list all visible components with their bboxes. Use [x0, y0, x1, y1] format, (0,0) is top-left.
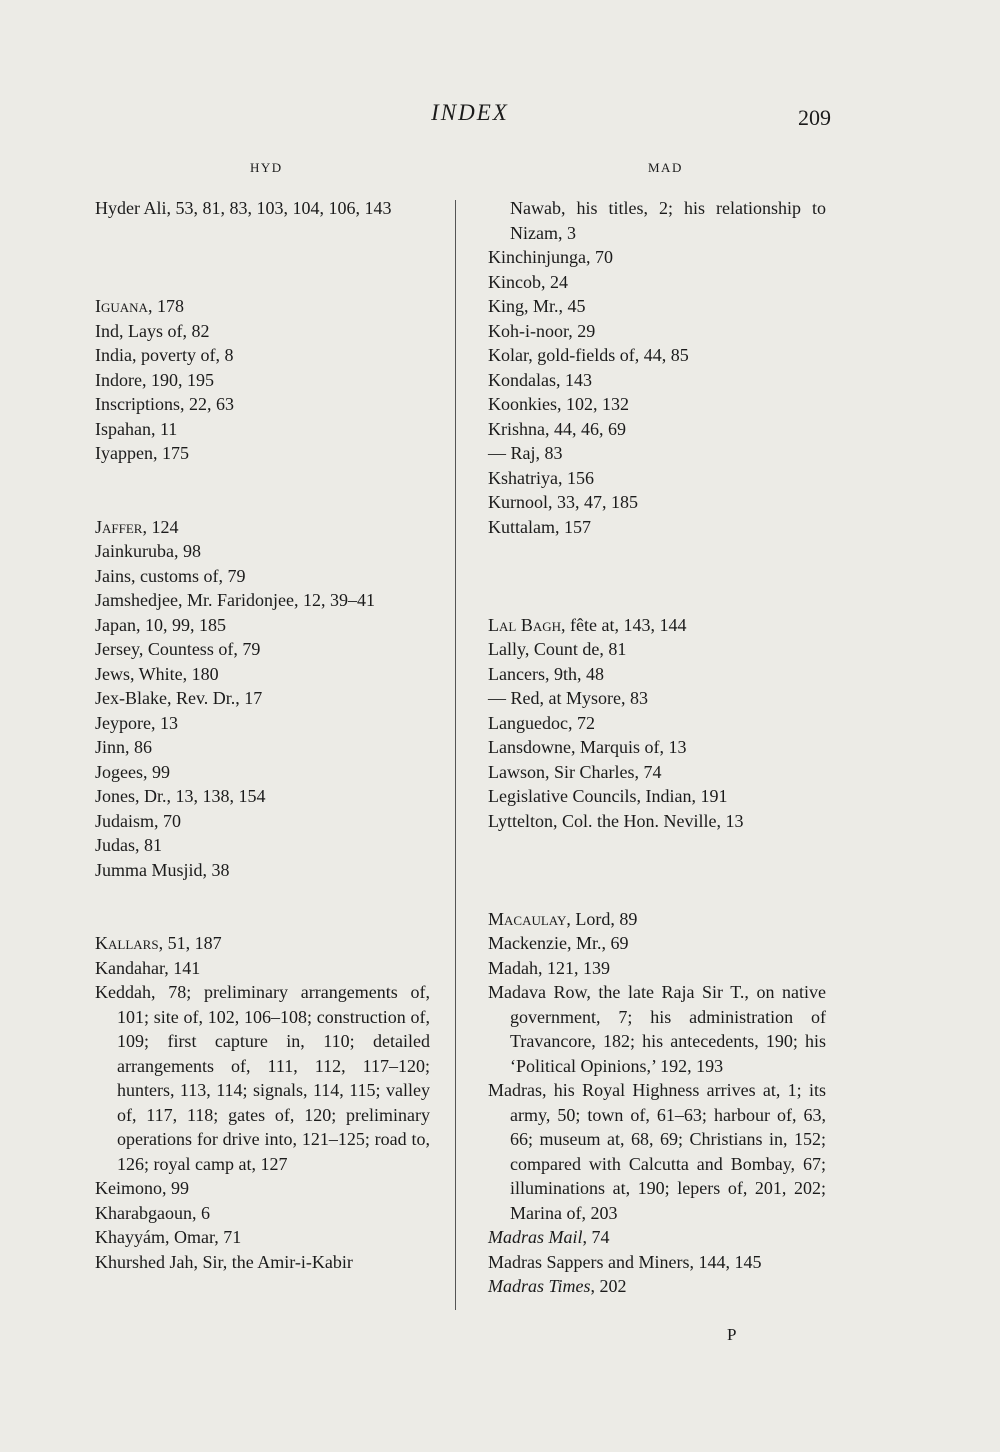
- index-entry: [488, 931, 826, 956]
- letter-head-word: Macaulay: [488, 908, 567, 929]
- index-entry: [488, 515, 826, 540]
- index-entry: [95, 539, 430, 564]
- index-entry: [95, 417, 430, 442]
- index-entry: [488, 196, 826, 245]
- page-number: 209: [798, 105, 831, 130]
- entry-text: , fête at, 143, 144: [561, 614, 687, 635]
- entry-text: Lawson, Sir Charles, 74: [488, 761, 662, 782]
- entry-text: Lally, Count de, 81: [488, 639, 627, 659]
- entry-text: Jainkuruba, 98: [95, 541, 201, 561]
- entry-text: Jumma Musjid, 38: [95, 859, 230, 880]
- entry-text: Kolar, gold-fields of, 44, 85: [488, 345, 689, 365]
- index-entry: [488, 637, 826, 662]
- column-divider: [455, 200, 456, 1310]
- index-entry: [488, 686, 826, 711]
- entry-text: , 202: [590, 1276, 627, 1296]
- letter-gap: [488, 833, 826, 858]
- entry-text: , 124: [142, 516, 179, 537]
- entry-text: King, Mr., 45: [488, 296, 586, 316]
- entry-text: Jamshedjee, Mr. Faridonjee, 12, 39–41: [95, 590, 375, 610]
- letter-gap: [488, 588, 826, 613]
- index-entry: [95, 809, 430, 834]
- entry-text: Kharabgaoun, 6: [95, 1202, 210, 1223]
- entry-text: Jinn, 86: [95, 737, 153, 757]
- index-entry: [95, 686, 430, 711]
- index-entry: [95, 662, 430, 687]
- index-entry: [95, 515, 430, 540]
- letter-gap: [95, 490, 430, 515]
- index-entry: [488, 245, 826, 270]
- index-entry: [488, 662, 826, 687]
- entry-text: Keddah, 78; preliminary arrangements of, 101; site of, 102, 106–108; construction of, 109; first capture in, 110; detailed arrangements of, 111, 112, 117–120; hunters, 113, 114; signals, 114, 115; valley of, 117, 118; gates of, 120; preliminary operations for drive into, 121–125; road to, 126; royal camp at, 127: [95, 982, 430, 1174]
- italic-title: Madras Mail: [488, 1227, 583, 1247]
- letter-head-word: Lal Bagh: [488, 614, 561, 635]
- index-entry: [95, 564, 430, 589]
- index-entry: [488, 760, 826, 785]
- letter-head-word: Iguana: [95, 296, 148, 316]
- index-entry: [95, 588, 430, 613]
- index-entry: [95, 319, 430, 344]
- entry-text: Jains, customs of, 79: [95, 565, 246, 586]
- letter-gap: [488, 858, 826, 883]
- entry-text: Kuttalam, 157: [488, 516, 591, 537]
- letter-gap: [488, 539, 826, 564]
- entry-text: — Raj, 83: [488, 443, 563, 463]
- index-entry: [95, 735, 430, 760]
- letter-gap: [95, 221, 430, 246]
- index-entry: [488, 441, 826, 466]
- entry-text: Madah, 121, 139: [488, 957, 610, 978]
- index-entry: [488, 1250, 826, 1275]
- entry-text: — Red, at Mysore, 83: [488, 688, 648, 708]
- entry-text: Kinchinjunga, 70: [488, 247, 613, 267]
- letter-gap: [95, 245, 430, 270]
- index-entry: [95, 1225, 430, 1250]
- index-entry: [488, 784, 826, 809]
- entry-text: Madras Sappers and Miners, 144, 145: [488, 1251, 762, 1272]
- index-entry: [95, 196, 430, 221]
- entry-text: Kurnool, 33, 47, 185: [488, 492, 638, 512]
- index-entry: [95, 1176, 430, 1201]
- entry-text: Jeypore, 13: [95, 712, 178, 733]
- entry-text: Iyappen, 175: [95, 443, 189, 463]
- index-entry: [95, 343, 430, 368]
- entry-text: Legislative Councils, Indian, 191: [488, 786, 728, 806]
- index-entry: [95, 760, 430, 785]
- letter-head-word: Jaffer: [95, 516, 143, 537]
- index-entry: [95, 368, 430, 393]
- entry-text: Jex-Blake, Rev. Dr., 17: [95, 688, 263, 708]
- index-entry: [488, 956, 826, 981]
- index-entry: [488, 980, 826, 1078]
- letter-gap: [95, 466, 430, 491]
- index-entry: [95, 1250, 430, 1275]
- index-entry: [95, 637, 430, 662]
- index-entry: [488, 490, 826, 515]
- guide-word-left: HYD: [250, 160, 283, 175]
- italic-title: Madras Times: [488, 1276, 591, 1296]
- entry-text: India, poverty of, 8: [95, 345, 234, 365]
- entry-text: , 178: [147, 296, 184, 316]
- index-entry: [488, 1274, 826, 1299]
- entry-text: , Lord, 89: [566, 908, 638, 929]
- index-entry: [95, 956, 430, 981]
- letter-gap: [488, 882, 826, 907]
- entry-text: Kincob, 24: [488, 271, 568, 292]
- index-entry: [488, 809, 826, 834]
- letter-gap: [95, 907, 430, 932]
- entry-text: Kshatriya, 156: [488, 467, 594, 488]
- entry-text: Madras, his Royal Highness arrives at, 1; its army, 50; town of, 61–63; harbour of, 63, 66; museum at, 68, 69; Christians in, 152; compared with Calcutta and Bombay, 67; illuminations at, 190; lepers of, 201, 202; Marina of, 203: [488, 1080, 826, 1223]
- entry-text: Judaism, 70: [95, 810, 182, 831]
- entry-text: Lyttelton, Col. the Hon. Neville, 13: [488, 810, 744, 831]
- entry-text: Hyder Ali, 53, 81, 83, 103, 104, 106, 143: [95, 198, 392, 218]
- index-entry: [95, 1201, 430, 1226]
- entry-text: Khurshed Jah, Sir, the Amir-i-Kabir: [95, 1251, 353, 1272]
- index-entry: [95, 294, 430, 319]
- signature-mark: P: [727, 1325, 737, 1344]
- index-entry: [488, 907, 826, 932]
- guide-word-right: MAD: [648, 160, 683, 175]
- index-entry: [488, 270, 826, 295]
- entry-text: Lansdowne, Marquis of, 13: [488, 737, 687, 757]
- entry-text: Kondalas, 143: [488, 369, 592, 390]
- index-entry: [95, 441, 430, 466]
- index-entry: [95, 711, 430, 736]
- index-entry: [95, 980, 430, 1176]
- index-column-right: [488, 196, 826, 1299]
- index-entry: [95, 392, 430, 417]
- index-entry: [488, 711, 826, 736]
- index-column-left: [95, 196, 430, 1274]
- index-entry: [488, 392, 826, 417]
- entry-text: Judas, 81: [95, 835, 162, 855]
- index-entry: [95, 833, 430, 858]
- entry-text: Koh-i-noor, 29: [488, 320, 596, 341]
- entry-text: Koonkies, 102, 132: [488, 394, 629, 414]
- entry-text: Jersey, Countess of, 79: [95, 639, 261, 659]
- entry-text: Mackenzie, Mr., 69: [488, 933, 629, 953]
- index-entry: [95, 613, 430, 638]
- entry-text: Indore, 190, 195: [95, 369, 214, 390]
- index-entry: [95, 784, 430, 809]
- entry-text: , 51, 187: [158, 933, 222, 953]
- entry-text: Krishna, 44, 46, 69: [488, 418, 626, 439]
- index-entry: [488, 319, 826, 344]
- entry-text: Japan, 10, 99, 185: [95, 614, 226, 635]
- letter-gap: [95, 270, 430, 295]
- entry-text: Ispahan, 11: [95, 418, 178, 439]
- index-entry: [95, 931, 430, 956]
- index-entry: [488, 368, 826, 393]
- letter-head-word: Kallars: [95, 933, 159, 953]
- letter-gap: [488, 564, 826, 589]
- entry-text: Khayyám, Omar, 71: [95, 1227, 242, 1247]
- entry-text: Keimono, 99: [95, 1178, 189, 1198]
- index-entry: [488, 466, 826, 491]
- entry-text: Inscriptions, 22, 63: [95, 394, 234, 414]
- entry-text: Jogees, 99: [95, 761, 170, 782]
- entry-text: Lancers, 9th, 48: [488, 663, 604, 684]
- index-entry: [488, 1225, 826, 1250]
- entry-text: Languedoc, 72: [488, 712, 595, 733]
- index-entry: [488, 417, 826, 442]
- entry-text: Kandahar, 141: [95, 957, 201, 978]
- entry-text: Madava Row, the late Raja Sir T., on native government, 7; his administration of Travancore, 182; his antecedents, 190; his ‘Political Opinions,’ 192, 193: [488, 982, 826, 1076]
- index-entry: [488, 1078, 826, 1225]
- entry-text: Ind, Lays of, 82: [95, 320, 210, 341]
- index-entry: [488, 735, 826, 760]
- running-title: INDEX: [431, 100, 509, 125]
- index-entry: [488, 613, 826, 638]
- index-entry: [488, 294, 826, 319]
- entry-text: Jews, White, 180: [95, 663, 219, 684]
- entry-text: , 74: [582, 1227, 610, 1247]
- entry-text: Jones, Dr., 13, 138, 154: [95, 786, 266, 806]
- entry-text: Nawab, his titles, 2; his relationship to Nizam, 3: [510, 198, 826, 243]
- index-entry: [95, 858, 430, 883]
- letter-gap: [95, 882, 430, 907]
- index-entry: [488, 343, 826, 368]
